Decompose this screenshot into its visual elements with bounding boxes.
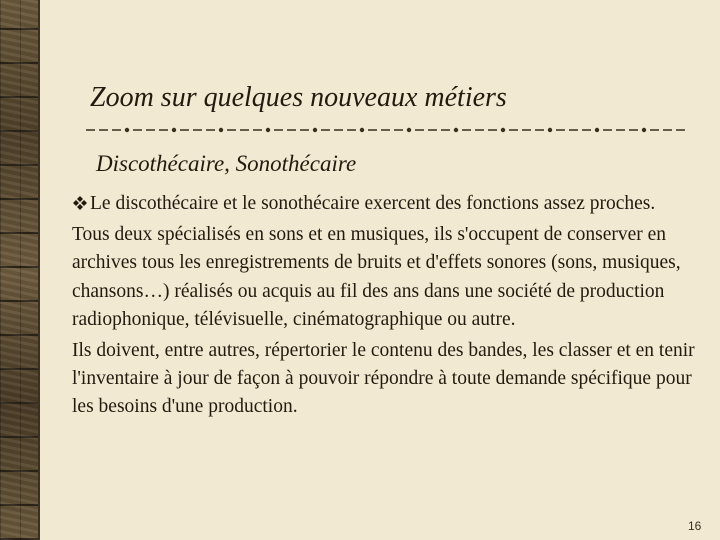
slide-title: Zoom sur quelques nouveaux métiers <box>90 82 507 113</box>
paragraph-text: Le discothécaire et le sonothécaire exercent des fonctions assez proches. <box>90 193 656 214</box>
paragraph-text: Ils doivent, entre autres, répertorier le contenu des bandes, les classer et en tenir l'inventaire à jour de façon à pouvoir répondre à toute demande spécifique pour les besoins d'une production. <box>72 340 695 418</box>
slide-subtitle: Discothécaire, Sonothécaire <box>96 151 357 176</box>
paragraph-text: Tous deux spécialisés en sons et en musiques, ils s'occupent de conserver en archives tous les enregistrements de bruits et d'effets sonores (sons, musiques, chansons…) réalisés ou acquis au fil des ans dans une société de production radiophonique, télévisuelle, cinématographique ou autre. <box>72 224 681 330</box>
four-diamond-bullet-icon <box>72 195 88 211</box>
slide-body <box>72 190 712 425</box>
page-number: 16 <box>688 519 702 533</box>
dotted-divider <box>86 122 698 138</box>
paragraph <box>72 337 712 422</box>
bullet-paragraph <box>72 190 712 218</box>
paragraph <box>72 221 712 334</box>
decorative-sidebar <box>0 0 40 540</box>
